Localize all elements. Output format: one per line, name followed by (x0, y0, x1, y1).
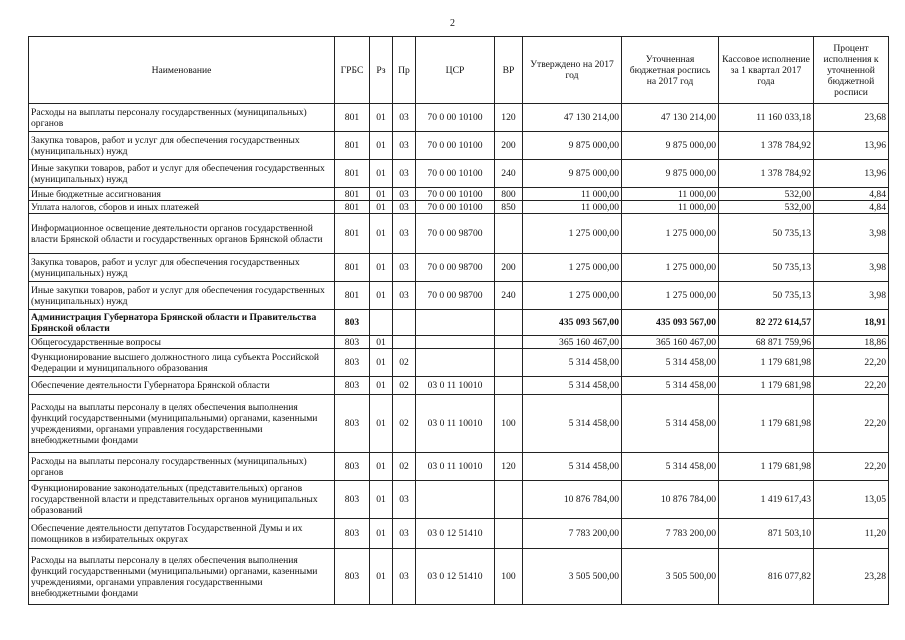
header-cash: Кассовое исполнение за 1 квартал 2017 года (719, 37, 814, 104)
cell-approved: 3 505 500,00 (523, 549, 622, 605)
cell-rz: 01 (370, 104, 393, 132)
cell-rz: 01 (370, 132, 393, 160)
cell-refined: 7 783 200,00 (622, 519, 719, 549)
table-row (29, 214, 889, 254)
cell-vr (495, 481, 523, 519)
header-vr: ВР (495, 37, 523, 104)
cell-approved: 1 275 000,00 (523, 254, 622, 282)
table-row (29, 481, 889, 519)
cell-csr: 70 0 00 98700 (416, 254, 495, 282)
cell-percent: 11,20 (814, 519, 889, 549)
cell-approved: 11 000,00 (523, 201, 622, 214)
header-approved: Утверждено на 2017 год (523, 37, 622, 104)
cell-refined: 1 275 000,00 (622, 254, 719, 282)
cell-grbs: 801 (335, 160, 370, 188)
cell-cash: 816 077,82 (719, 549, 814, 605)
cell-name: Закупка товаров, работ и услуг для обеспечения государственных (муниципальных) нужд (29, 254, 335, 282)
page-number: 2 (450, 18, 455, 29)
cell-grbs: 803 (335, 481, 370, 519)
cell-approved: 47 130 214,00 (523, 104, 622, 132)
header-row (29, 37, 889, 104)
cell-cash: 1 179 681,98 (719, 453, 814, 481)
cell-name: Иные закупки товаров, работ и услуг для обеспечения государственных (муниципальных) нужд (29, 160, 335, 188)
cell-csr: 70 0 00 10100 (416, 132, 495, 160)
cell-vr: 240 (495, 282, 523, 310)
header-grbs: ГРБС (335, 37, 370, 104)
cell-grbs: 801 (335, 214, 370, 254)
cell-percent: 23,68 (814, 104, 889, 132)
cell-pr: 03 (393, 188, 416, 201)
cell-cash: 68 871 759,96 (719, 336, 814, 349)
cell-name: Расходы на выплаты персоналу государственных (муниципальных) органов (29, 104, 335, 132)
cell-approved: 5 314 458,00 (523, 453, 622, 481)
cell-csr: 70 0 00 98700 (416, 214, 495, 254)
cell-refined: 1 275 000,00 (622, 282, 719, 310)
cell-cash: 871 503,10 (719, 519, 814, 549)
cell-refined: 5 314 458,00 (622, 395, 719, 453)
cell-percent: 4,84 (814, 188, 889, 201)
cell-percent: 3,98 (814, 282, 889, 310)
cell-vr (495, 336, 523, 349)
cell-refined: 10 876 784,00 (622, 481, 719, 519)
table-row (29, 160, 889, 188)
cell-rz: 01 (370, 377, 393, 395)
cell-approved: 11 000,00 (523, 188, 622, 201)
cell-cash: 50 735,13 (719, 254, 814, 282)
cell-refined: 5 314 458,00 (622, 349, 719, 377)
cell-refined: 11 000,00 (622, 201, 719, 214)
cell-percent: 13,96 (814, 132, 889, 160)
header-percent: Процент исполнения к уточненной бюджетной росписи (814, 37, 889, 104)
cell-csr: 70 0 00 10100 (416, 188, 495, 201)
cell-name: Обеспечение деятельности Губернатора Брянской области (29, 377, 335, 395)
cell-csr: 70 0 00 10100 (416, 160, 495, 188)
table-row (29, 188, 889, 201)
cell-name: Расходы на выплаты персоналу государственных (муниципальных) органов (29, 453, 335, 481)
cell-rz: 01 (370, 201, 393, 214)
header-refined: Уточненная бюджетная роспись на 2017 год (622, 37, 719, 104)
cell-grbs: 803 (335, 349, 370, 377)
cell-approved: 9 875 000,00 (523, 132, 622, 160)
cell-percent: 22,20 (814, 377, 889, 395)
cell-name: Расходы на выплаты персоналу в целях обеспечения выполнения функций государственными (муниципальными) органами, казенными учреждениями, органами управления государственными внебюджетными фондами (29, 395, 335, 453)
cell-name: Обеспечение деятельности депутатов Государственной Думы и их помощников в избирательных округах (29, 519, 335, 549)
cell-vr: 100 (495, 395, 523, 453)
cell-pr: 03 (393, 201, 416, 214)
cell-cash: 1 378 784,92 (719, 160, 814, 188)
cell-vr (495, 310, 523, 336)
cell-pr: 02 (393, 395, 416, 453)
cell-cash: 532,00 (719, 201, 814, 214)
cell-approved: 5 314 458,00 (523, 377, 622, 395)
cell-refined: 1 275 000,00 (622, 214, 719, 254)
cell-csr: 70 0 00 10100 (416, 104, 495, 132)
cell-rz (370, 310, 393, 336)
cell-percent: 3,98 (814, 214, 889, 254)
header-name: Наименование (29, 37, 335, 104)
cell-rz: 01 (370, 214, 393, 254)
cell-percent: 23,28 (814, 549, 889, 605)
cell-rz: 01 (370, 254, 393, 282)
cell-vr: 850 (495, 201, 523, 214)
cell-vr (495, 349, 523, 377)
cell-name: Уплата налогов, сборов и иных платежей (29, 201, 335, 214)
cell-refined: 365 160 467,00 (622, 336, 719, 349)
cell-pr (393, 336, 416, 349)
cell-grbs: 801 (335, 132, 370, 160)
cell-approved: 365 160 467,00 (523, 336, 622, 349)
cell-name: Администрация Губернатора Брянской области и Правительства Брянской области (29, 310, 335, 336)
table-row (29, 519, 889, 549)
cell-pr (393, 310, 416, 336)
cell-refined: 9 875 000,00 (622, 160, 719, 188)
cell-grbs: 801 (335, 254, 370, 282)
cell-pr: 03 (393, 132, 416, 160)
cell-refined: 435 093 567,00 (622, 310, 719, 336)
cell-name: Общегосударственные вопросы (29, 336, 335, 349)
cell-approved: 1 275 000,00 (523, 282, 622, 310)
cell-refined: 47 130 214,00 (622, 104, 719, 132)
cell-refined: 11 000,00 (622, 188, 719, 201)
cell-percent: 22,20 (814, 349, 889, 377)
cell-approved: 7 783 200,00 (523, 519, 622, 549)
cell-pr: 03 (393, 160, 416, 188)
cell-cash: 1 378 784,92 (719, 132, 814, 160)
header-csr: ЦСР (416, 37, 495, 104)
cell-pr: 02 (393, 349, 416, 377)
cell-vr (495, 377, 523, 395)
cell-cash: 1 179 681,98 (719, 395, 814, 453)
cell-vr (495, 519, 523, 549)
cell-approved: 1 275 000,00 (523, 214, 622, 254)
cell-grbs: 801 (335, 104, 370, 132)
cell-vr: 200 (495, 132, 523, 160)
cell-approved: 5 314 458,00 (523, 349, 622, 377)
cell-rz: 01 (370, 519, 393, 549)
cell-csr: 03 0 11 10010 (416, 453, 495, 481)
cell-name: Функционирование высшего должностного лица субъекта Российской Федерации и муниципального образования (29, 349, 335, 377)
cell-grbs: 801 (335, 188, 370, 201)
cell-rz: 01 (370, 349, 393, 377)
cell-csr: 70 0 00 98700 (416, 282, 495, 310)
cell-vr: 240 (495, 160, 523, 188)
cell-csr (416, 336, 495, 349)
cell-name: Функционирование законодательных (представительных) органов государственной власти и представительных органов муниципальных образований (29, 481, 335, 519)
cell-cash: 11 160 033,18 (719, 104, 814, 132)
cell-csr: 03 0 11 10010 (416, 377, 495, 395)
cell-csr: 03 0 12 51410 (416, 519, 495, 549)
cell-percent: 22,20 (814, 453, 889, 481)
cell-grbs: 803 (335, 549, 370, 605)
cell-cash: 1 179 681,98 (719, 377, 814, 395)
cell-cash: 1 179 681,98 (719, 349, 814, 377)
cell-csr: 70 0 00 10100 (416, 201, 495, 214)
cell-cash: 50 735,13 (719, 214, 814, 254)
cell-name: Закупка товаров, работ и услуг для обеспечения государственных (муниципальных) нужд (29, 132, 335, 160)
cell-grbs: 803 (335, 395, 370, 453)
cell-csr (416, 349, 495, 377)
table-row (29, 201, 889, 214)
cell-pr: 03 (393, 254, 416, 282)
table-row (29, 254, 889, 282)
table-body (29, 104, 889, 605)
cell-vr (495, 214, 523, 254)
table-row (29, 104, 889, 132)
cell-approved: 5 314 458,00 (523, 395, 622, 453)
cell-name: Расходы на выплаты персоналу в целях обеспечения выполнения функций государственными (муниципальными) органами, казенными учреждениями, органами управления государственными внебюджетными фондами (29, 549, 335, 605)
cell-percent: 13,96 (814, 160, 889, 188)
cell-rz: 01 (370, 282, 393, 310)
cell-grbs: 803 (335, 453, 370, 481)
cell-rz: 01 (370, 481, 393, 519)
table-row (29, 336, 889, 349)
cell-refined: 9 875 000,00 (622, 132, 719, 160)
cell-name: Иные бюджетные ассигнования (29, 188, 335, 201)
cell-cash: 82 272 614,57 (719, 310, 814, 336)
cell-grbs: 803 (335, 310, 370, 336)
table-row (29, 282, 889, 310)
cell-name: Информационное освещение деятельности органов государственной власти Брянской области и государственных органов Брянской области (29, 214, 335, 254)
cell-approved: 9 875 000,00 (523, 160, 622, 188)
cell-vr: 120 (495, 453, 523, 481)
table-row (29, 395, 889, 453)
cell-rz: 01 (370, 336, 393, 349)
cell-cash: 532,00 (719, 188, 814, 201)
cell-refined: 5 314 458,00 (622, 453, 719, 481)
table-row (29, 132, 889, 160)
cell-rz: 01 (370, 549, 393, 605)
cell-vr: 800 (495, 188, 523, 201)
cell-csr: 03 0 12 51410 (416, 549, 495, 605)
cell-csr (416, 310, 495, 336)
header-rz: Рз (370, 37, 393, 104)
cell-vr: 200 (495, 254, 523, 282)
table-row (29, 349, 889, 377)
budget-table (28, 36, 889, 605)
cell-rz: 01 (370, 160, 393, 188)
cell-pr: 03 (393, 549, 416, 605)
cell-approved: 435 093 567,00 (523, 310, 622, 336)
cell-grbs: 803 (335, 336, 370, 349)
cell-rz: 01 (370, 453, 393, 481)
cell-rz: 01 (370, 395, 393, 453)
cell-percent: 18,91 (814, 310, 889, 336)
cell-refined: 3 505 500,00 (622, 549, 719, 605)
cell-pr: 03 (393, 214, 416, 254)
cell-vr: 120 (495, 104, 523, 132)
cell-grbs: 801 (335, 282, 370, 310)
cell-cash: 50 735,13 (719, 282, 814, 310)
cell-percent: 18,86 (814, 336, 889, 349)
cell-grbs: 803 (335, 519, 370, 549)
header-pr: Пр (393, 37, 416, 104)
table-row (29, 310, 889, 336)
cell-percent: 22,20 (814, 395, 889, 453)
cell-percent: 4,84 (814, 201, 889, 214)
cell-cash: 1 419 617,43 (719, 481, 814, 519)
table-row (29, 377, 889, 395)
cell-rz: 01 (370, 188, 393, 201)
cell-pr: 03 (393, 282, 416, 310)
table-row (29, 453, 889, 481)
cell-grbs: 803 (335, 377, 370, 395)
cell-csr: 03 0 11 10010 (416, 395, 495, 453)
cell-name: Иные закупки товаров, работ и услуг для обеспечения государственных (муниципальных) нужд (29, 282, 335, 310)
cell-grbs: 801 (335, 201, 370, 214)
cell-pr: 02 (393, 453, 416, 481)
cell-refined: 5 314 458,00 (622, 377, 719, 395)
table-row (29, 549, 889, 605)
cell-approved: 10 876 784,00 (523, 481, 622, 519)
cell-pr: 02 (393, 377, 416, 395)
cell-pr: 03 (393, 104, 416, 132)
cell-percent: 13,05 (814, 481, 889, 519)
cell-percent: 3,98 (814, 254, 889, 282)
cell-vr: 100 (495, 549, 523, 605)
cell-csr (416, 481, 495, 519)
cell-pr: 03 (393, 481, 416, 519)
cell-pr: 03 (393, 519, 416, 549)
